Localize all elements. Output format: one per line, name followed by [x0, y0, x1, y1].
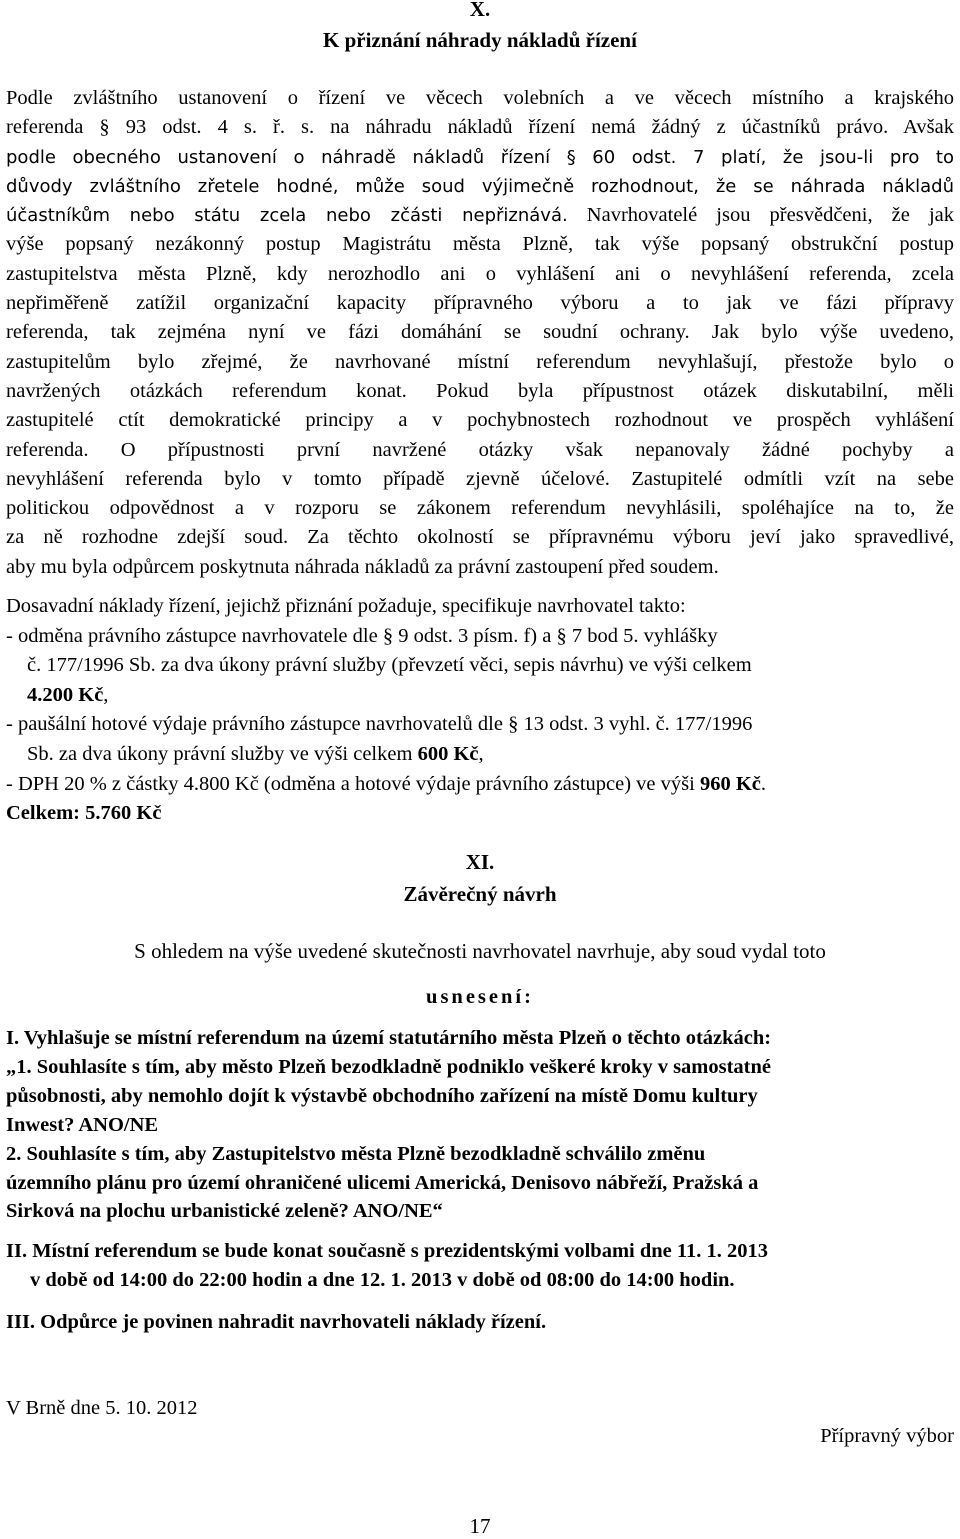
paragraph-line: nevyhlášení referenda bylo v tomto případě zjevně účelové. Zastupitelé odmítli vzít na sebe	[6, 467, 954, 490]
paragraph-line: zastupitelstva města Plzně, kdy nerozhodlo ani o vyhlášení ani o nevyhlášení referenda, zcela	[6, 262, 954, 285]
final-motion-intro: S ohledem na výše uvedené skutečnosti navrhovatel navrhuje, aby soud vydal toto	[134, 939, 826, 963]
paragraph-line: politickou odpovědnost a v rozporu se zákonem referendum nevyhlásili, spoléhajíce na to, že	[6, 497, 954, 520]
paragraph-line: zastupitelé ctít demokratické principy a v pochybnostech rozhodnout ve prospěch vyhlášení	[6, 409, 954, 432]
paragraph-line: účastníkům nebo státu zcela nebo zčásti nepřiznává. Navrhovatelé jsou přesvědčeni, že jak	[6, 204, 954, 227]
resolution-point-2	[6, 1237, 954, 1294]
cost-item-fee-amount-line: 4.200 Kč,	[27, 683, 109, 706]
costs-total: Celkem: 5.760 Kč	[6, 802, 162, 825]
paragraph-line: podle obecného ustanovení o náhradě nákladů řízení § 60 odst. 7 platí, že jsou-li pro to	[6, 146, 955, 168]
paragraph-line: navržených otázkách referendum konat. Pokud byla přípustnost otázek diskutabilní, měli	[6, 379, 954, 402]
place-date: V Brně dne 5. 10. 2012	[6, 1397, 198, 1419]
paragraph-line: referenda § 93 odst. 4 s. ř. s. na náhradu nákladů řízení nemá žádný z účastníků právo. Avšak	[6, 116, 954, 139]
paragraph-line: referenda, tak zejména nyní ve fázi domáhání se soudní ochrany. Jak bylo výše uvedeno,	[6, 321, 954, 344]
cost-item-vat: - DPH 20 % z částky 4.800 Kč (odměna a hotové výdaje právního zástupce) ve výši 960 Kč.	[6, 772, 767, 795]
point1-question1-line3: Inwest? ANO/NE	[6, 1113, 159, 1136]
paragraph-line: Podle zvláštního ustanovení o řízení ve věcech volebních a ve věcech místního a krajského	[6, 87, 954, 109]
section-xi-number: XI.	[465, 850, 495, 874]
paragraph-line: aby mu byla odpůrcem poskytnuta náhrada nákladů za právní zastoupení před soudem.	[6, 555, 719, 578]
section-x-number: X.	[469, 0, 491, 21]
cost-item-expenses-line1: - paušální hotové výdaje právního zástupce navrhovatelů dle § 13 odst. 3 vyhl. č. 177/1996	[6, 713, 753, 736]
cost-item-fee-line2: č. 177/1996 Sb. za dva úkony právní služby (převzetí věci, sepis návrhu) ve výši celkem	[27, 654, 752, 677]
paragraph-line: důvody zvláštního zřetele hodné, může soud výjimečně rozhodnout, že se náhrada nákladů	[6, 175, 954, 197]
paragraph-line: za ně rozhodne zdejší soud. Za těchto okolností se přípravnému výboru jeví jako spravedlivé,	[6, 526, 954, 549]
point2-line2: v době od 14:00 do 22:00 hodin a dne 12. 1. 2013 v době od 08:00 do 14:00 hodin.	[30, 1268, 735, 1291]
paragraph-line: výše popsaný nezákonný postup Magistrátu města Plzně, tak výše popsaný obstrukční postup	[6, 233, 954, 256]
resolution-point-1	[6, 1024, 954, 1226]
cost-item-expenses-amount: 600 Kč	[417, 742, 479, 765]
resolution-point-3: III. Odpůrce je povinen nahradit navrhovateli náklady řízení.	[6, 1311, 547, 1333]
point1-question1-line1: „1. Souhlasíte s tím, aby město Plzeň bezodkladně podniklo veškeré kroky v samostatné	[6, 1055, 772, 1078]
costs-list	[6, 592, 954, 829]
signature: Přípravný výbor	[820, 1425, 954, 1447]
paragraph-line: referenda. O přípustnosti první navržené otázky však nepanovaly žádné pochyby a	[6, 438, 954, 461]
point1-question2-line2: územního plánu pro území ohraničené ulicemi Americká, Denisovo nábřeží, Pražská a	[6, 1171, 759, 1194]
cost-item-fee-line1: - odměna právního zástupce navrhovatele dle § 9 odst. 3 písm. f) a § 7 bod 5. vyhlášky	[6, 624, 718, 647]
page-number: 17	[469, 1514, 491, 1538]
point1-question1-line2: působnosti, aby nemohlo dojít k výstavbě obchodního zařízení na místě Domu kultury	[6, 1084, 758, 1107]
paragraph-line: zastupitelům bylo zřejmé, že navrhované místní referendum nevyhlašují, přestože bylo o	[6, 350, 954, 373]
paragraph-line: nepřiměřeně zatížil organizační kapacity přípravného výboru a to jak ve fázi přípravy	[6, 292, 954, 315]
cost-item-expenses-line2: Sb. za dva úkony právní služby ve výši celkem 600 Kč,	[27, 742, 484, 765]
point2-line1: II. Místní referendum se bude konat současně s prezidentskými volbami dne 11. 1. 2013	[6, 1240, 768, 1262]
point1-line1: I. Vyhlašuje se místní referendum na území statutárního města Plzeň o těchto otázkách:	[6, 1027, 772, 1049]
cost-item-fee-amount: 4.200 Kč	[27, 683, 104, 706]
section-xi-title: Závěrečný návrh	[403, 882, 557, 906]
point1-question2-line3: Sirková na plochu urbanistické zeleně? ANO/NE“	[6, 1200, 443, 1223]
costs-justification-paragraph	[6, 84, 954, 582]
cost-item-vat-amount: 960 Kč	[699, 772, 761, 795]
resolution-heading: usnesení:	[426, 986, 534, 1008]
point1-question2-line1: 2. Souhlasíte s tím, aby Zastupitelstvo města Plzně bezodkladně schválilo změnu	[6, 1142, 706, 1165]
costs-intro: Dosavadní náklady řízení, jejichž přiznání požaduje, specifikuje navrhovatel takto:	[6, 595, 686, 617]
section-x-title: K přiznání náhrady nákladů řízení	[323, 28, 637, 52]
